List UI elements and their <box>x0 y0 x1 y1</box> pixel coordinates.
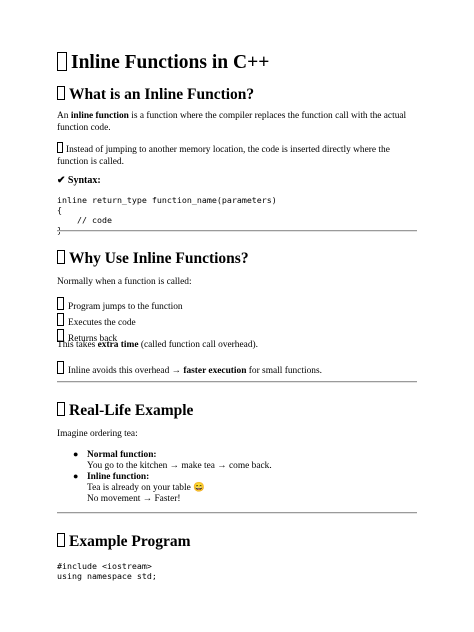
item-label: Inline function: <box>87 472 150 482</box>
bullet-icon: ● <box>73 471 79 481</box>
steps-list <box>57 297 417 344</box>
bullet-icon: ● <box>73 449 79 459</box>
missing-glyph-icon <box>57 297 64 310</box>
overhead-post: (called function call overhead). <box>138 340 258 350</box>
step-text: Returns back <box>68 333 118 344</box>
list-item <box>57 450 272 472</box>
list-item <box>57 472 272 505</box>
item-text: Tea is already on your table 😄 <box>87 483 205 493</box>
avoid-pre: Inline avoids this overhead <box>68 366 172 376</box>
definition-pre: An <box>57 111 71 121</box>
item-label: Normal function: <box>87 450 157 460</box>
section-heading-real-life <box>57 402 193 420</box>
section-heading-why-use <box>57 250 249 268</box>
avoid-bold: faster execution <box>183 366 247 376</box>
page-title <box>57 52 269 74</box>
syntax-code-block: inline return_type function_name(parameters) { // code } <box>57 195 277 235</box>
explanation-paragraph <box>57 142 417 168</box>
list-item <box>57 313 417 329</box>
definition-bold: inline function <box>70 111 129 121</box>
syntax-label: ✔ Syntax: <box>57 175 101 186</box>
definition-post: is a function where the compiler replaces the function call with the actual function code. <box>57 111 407 133</box>
real-life-intro: Imagine ordering tea: <box>57 429 138 439</box>
section-heading-example-program <box>57 533 191 551</box>
item-text: You go to the kitchen → make tea → come back. <box>87 461 272 471</box>
step-text: Executes the code <box>68 317 136 328</box>
arrow-icon: → <box>171 366 181 376</box>
overhead-paragraph <box>57 340 417 352</box>
section-heading-text: Example Program <box>69 533 191 550</box>
definition-paragraph <box>57 111 417 134</box>
divider <box>57 512 417 514</box>
missing-glyph-icon <box>57 361 64 374</box>
page-title-text: Inline Functions in C++ <box>71 52 270 73</box>
missing-glyph-icon <box>57 250 65 264</box>
analogy-list <box>57 450 272 505</box>
missing-glyph-icon <box>57 142 63 153</box>
missing-glyph-icon <box>57 86 65 100</box>
missing-glyph-icon <box>57 52 67 71</box>
avoid-post: for small functions. <box>246 366 322 376</box>
overhead-pre: This takes <box>57 340 98 350</box>
explanation-text: Instead of jumping to another memory location, the code is inserted directly where the function is called. <box>57 145 390 167</box>
section-heading-what-is <box>57 86 254 104</box>
divider <box>57 230 417 232</box>
why-intro: Normally when a function is called: <box>57 277 192 287</box>
section-heading-text: Why Use Inline Functions? <box>69 250 249 267</box>
list-item <box>57 297 417 313</box>
step-text: Program jumps to the function <box>68 302 183 312</box>
section-heading-text: Real-Life Example <box>69 402 194 419</box>
missing-glyph-icon <box>57 313 64 326</box>
item-text-2: No movement → Faster! <box>87 494 181 504</box>
section-heading-text: What is an Inline Function? <box>69 86 255 103</box>
overhead-bold: extra time <box>97 340 139 350</box>
example-code-block: #include <iostream> using namespace std; <box>57 561 157 581</box>
missing-glyph-icon <box>57 402 65 416</box>
avoid-paragraph <box>57 361 417 378</box>
divider <box>57 381 417 383</box>
missing-glyph-icon <box>57 533 65 547</box>
